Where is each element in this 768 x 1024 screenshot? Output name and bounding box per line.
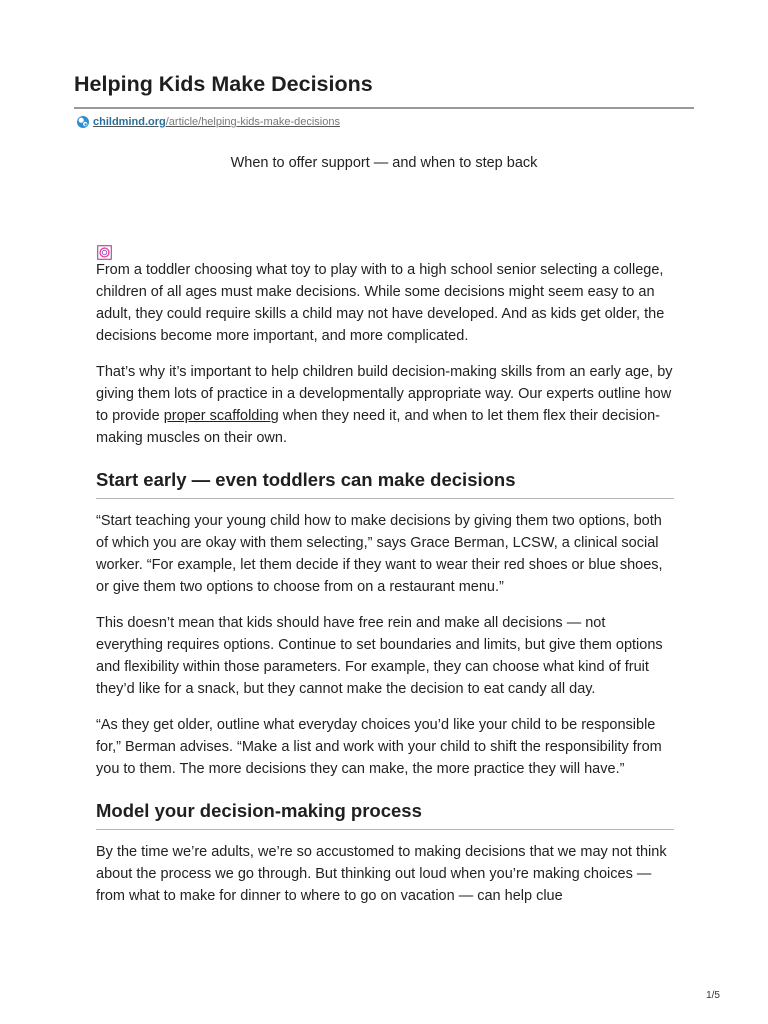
article-body (96, 259, 674, 921)
section-paragraph: This doesn’t mean that kids should have free rein and make all decisions — not everything requires options. Continue to set boundaries and limits, but give them options and flexibility within those parameters. For example, they can choose what kind of fruit they’d like for a snack, but they cannot make the decision to eat candy all day. (96, 615, 663, 697)
broken-image-icon (97, 245, 112, 260)
intro-paragraph: From a toddler choosing what toy to play with to a high school senior selecting a college, children of all ages must make decisions. While some decisions might seem easy to an adult, they could require skills a child may not have developed. And as kids get older, the decisions become more important, and more complicated. (96, 262, 665, 344)
source-line (76, 114, 340, 130)
source-domain: childmind.org (93, 116, 166, 128)
section-paragraph: “Start teaching your young child how to make decisions by giving them two options, both of which you are okay with them selecting,” says Grace Berman, LCSW, a clinical social worker. “For example, let them decide if they want to wear their red shoes or blue shoes, or give them two options to choose from on a restaurant menu.” (96, 513, 663, 595)
title-divider (74, 107, 694, 109)
section-paragraph: “As they get older, outline what everyday choices you’d like your child to be responsible for,” Berman advises. “Make a list and work with your child to shift the responsibility from you to them. The more decisions they can make, the more practice they will have.” (96, 717, 662, 777)
article-subtitle: When to offer support — and when to step back (230, 155, 538, 171)
section-paragraph: By the time we’re adults, we’re so accustomed to making decisions that we may not think about the process we go through. But thinking out loud when you’re making choices — from what to make for dinner to where to go on vacation — can help clue (96, 844, 667, 904)
page-title: Helping Kids Make Decisions (74, 72, 373, 96)
site-logo-icon (76, 115, 90, 129)
section-heading: Start early — even toddlers can make decisions (96, 468, 674, 499)
intro-paragraph: That’s why it’s important to help children build decision-making skills from an early age, by giving them lots of practice in a developmentally appropriate way. Our experts outline how to provide proper scaffolding when they need it, and when to let them flex their decision-making muscles on their own. (96, 364, 673, 446)
source-path: /article/helping-kids-make-decisions (165, 116, 340, 128)
proper-scaffolding-link[interactable]: proper scaffolding (163, 408, 279, 424)
source-url-link[interactable] (93, 116, 340, 128)
page-number: 1/5 (706, 990, 720, 1001)
section-heading: Model your decision-making process (96, 799, 674, 830)
